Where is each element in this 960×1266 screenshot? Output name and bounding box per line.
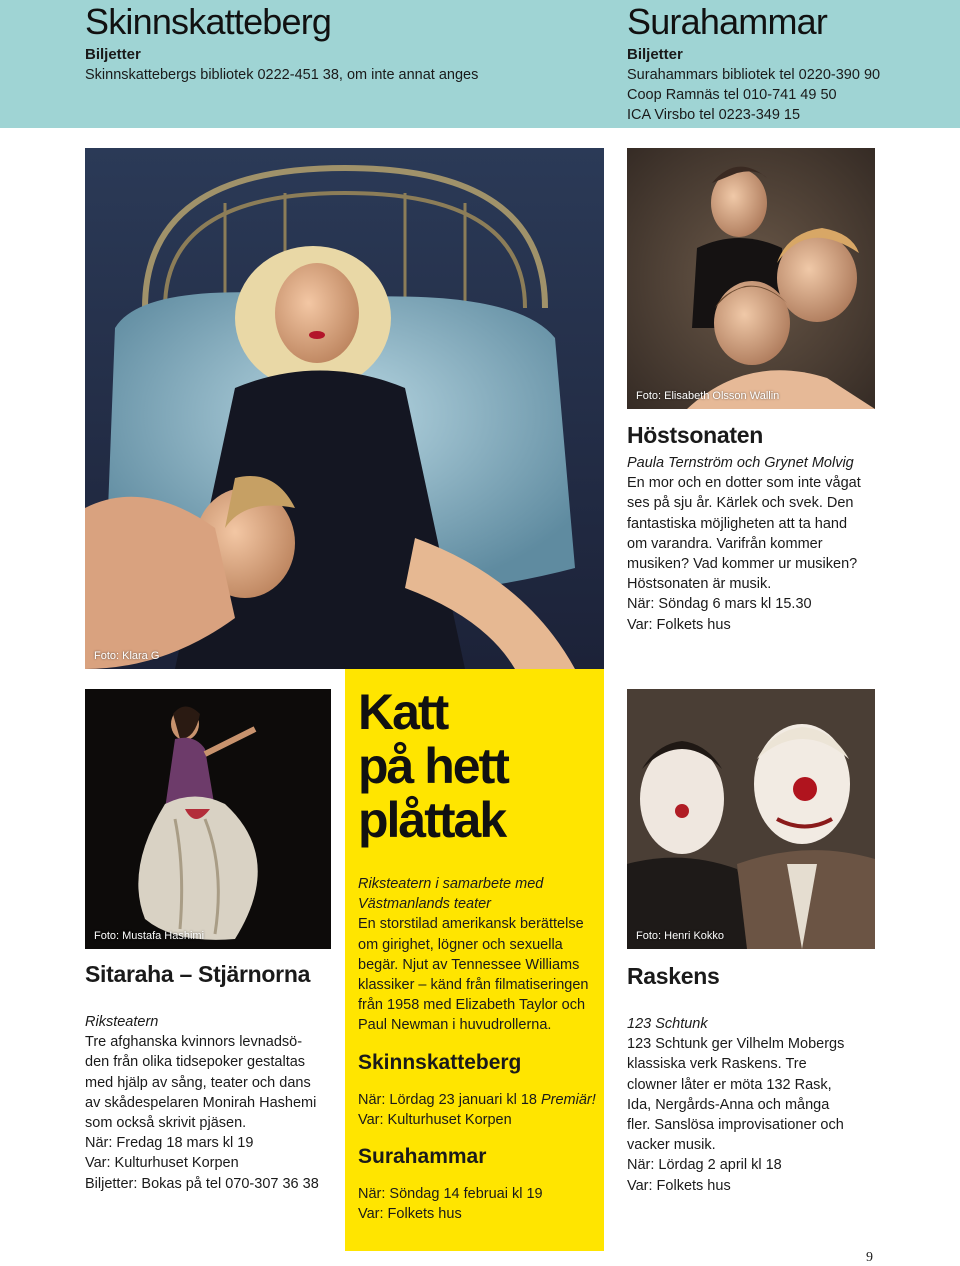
- article-line: klassiska verk Raskens. Tre: [627, 1056, 807, 1073]
- header-skinnskatteberg: [85, 2, 478, 85]
- feature-text: [358, 874, 603, 1224]
- header-title: Skinnskatteberg: [85, 1, 332, 42]
- hostsonaten-photo: [627, 148, 875, 409]
- article-line: Ida, Nergårds-Anna och många: [627, 1096, 830, 1113]
- article-title: Höstsonaten: [627, 422, 763, 448]
- tickets-label: Biljetter: [627, 46, 683, 63]
- article-line: clowner låter er möta 132 Rask,: [627, 1076, 832, 1093]
- article-producer: 123 Schtunk: [627, 1016, 708, 1032]
- article-line: Tre afghanska kvinnors levnadsö-: [85, 1034, 303, 1051]
- article-line: fantastiska möjligheten att ta hand: [627, 515, 848, 532]
- feature-title-line: Katt: [358, 684, 448, 740]
- premiere-badge: Premiär!: [540, 1091, 596, 1108]
- feature-title-line: plåttak: [358, 792, 506, 848]
- sitaraha-illustration: [85, 689, 331, 949]
- article-cast: Paula Ternström och Grynet Molvig: [627, 455, 854, 471]
- feature-title-line: på hett: [358, 738, 508, 794]
- event-when: När: Lördag 2 april kl 18: [627, 1157, 782, 1174]
- hostsonaten-illustration: [627, 148, 875, 409]
- ticket-info-line: Skinnskattebergs bibliotek 0222-451 38, om inte annat anges: [85, 67, 479, 83]
- article-title: Raskens: [627, 963, 720, 989]
- ticket-info-line: Coop Ramnäs tel 010-741 49 50: [627, 87, 837, 103]
- article-line: vacker musik.: [627, 1137, 716, 1154]
- event-when: När: Fredag 18 mars kl 19: [85, 1135, 254, 1152]
- sitaraha-photo: [85, 689, 331, 949]
- hostsonaten-article: [627, 421, 887, 635]
- article-line: En mor och en dotter som inte vågat: [627, 475, 861, 492]
- venue-when: När: Söndag 14 februai kl 19: [358, 1186, 543, 1203]
- sitaraha-article: [85, 960, 340, 1194]
- feature-title: [358, 685, 508, 847]
- photo-credit: Foto: Mustafa Hashimi: [94, 930, 205, 942]
- feature-producer: Riksteatern i samarbete med: [358, 876, 544, 892]
- article-producer: Riksteatern: [85, 1014, 159, 1030]
- event-where: Var: Folkets hus: [627, 1177, 731, 1194]
- raskens-illustration: [627, 689, 875, 949]
- event-where: Var: Folkets hus: [627, 616, 731, 633]
- venue-surahammar-title: Surahammar: [358, 1145, 487, 1169]
- event-when: När: Söndag 6 mars kl 15.30: [627, 596, 812, 613]
- article-line: musiken? Vad kommer ur musiken?: [627, 556, 858, 573]
- article-line: ses på sju år. Kärlek och svek. Den: [627, 495, 854, 512]
- article-line: som också skrivit pjäsen.: [85, 1115, 247, 1132]
- feature-line: Paul Newman i huvudrollerna.: [358, 1017, 552, 1034]
- article-line: fler. Sanslösa improvisationer och: [627, 1117, 844, 1134]
- header-banner: [0, 0, 960, 128]
- article-line: av skådespelaren Monirah Hashemi: [85, 1094, 317, 1111]
- photo-credit: Foto: Henri Kokko: [636, 930, 725, 942]
- event-where: Var: Kulturhuset Korpen: [85, 1155, 239, 1172]
- feature-line: klassiker – känd från filmatiseringen: [358, 977, 589, 994]
- feature-line: begär. Njut av Tennessee Williams: [358, 956, 580, 973]
- article-line: 123 Schtunk ger Vilhelm Mobergs: [627, 1036, 845, 1053]
- feature-producer: Västmanlands teater: [358, 896, 491, 913]
- photo-credit: Foto: Klara G: [94, 650, 160, 662]
- katt-feature-box: [345, 669, 604, 1251]
- raskens-article: [627, 962, 887, 1196]
- article-line: om varandra. Varifrån kommer: [627, 535, 823, 552]
- page-number: 9: [866, 1250, 873, 1265]
- raskens-photo: [627, 689, 875, 949]
- article-line: med hjälp av sång, teater och dans: [85, 1074, 311, 1091]
- venue-when-text: När: Lördag 23 januari kl 18: [358, 1091, 541, 1108]
- ticket-info-line: ICA Virsbo tel 0223-349 15: [627, 107, 801, 123]
- photo-credit: Foto: Elisabeth Olsson Wallin: [636, 390, 780, 402]
- header-title: Surahammar: [627, 1, 828, 42]
- main-photo: [85, 148, 604, 669]
- event-tickets: Biljetter: Bokas på tel 070-307 36 38: [85, 1175, 319, 1192]
- venue-when: [358, 1090, 603, 1110]
- header-surahammar: [627, 2, 880, 125]
- article-line: Höstsonaten är musik.: [627, 576, 772, 593]
- article-line: den från olika tidsepoker gestaltas: [85, 1054, 306, 1071]
- tickets-label: Biljetter: [85, 46, 141, 63]
- venue-skinnskatteberg-title: Skinnskatteberg: [358, 1050, 522, 1074]
- ticket-info-line: Surahammars bibliotek tel 0220-390 90: [627, 67, 881, 83]
- venue-where: Var: Folkets hus: [358, 1206, 462, 1223]
- feature-line: från 1958 med Elizabeth Taylor och: [358, 997, 586, 1014]
- venue-where: Var: Kulturhuset Korpen: [358, 1111, 512, 1128]
- feature-line: om girighet, lögner och sexuella: [358, 936, 563, 953]
- article-title: Sitaraha – Stjärnorna: [85, 961, 311, 987]
- main-photo-illustration: [85, 148, 604, 669]
- feature-line: En storstilad amerikansk berättelse: [358, 916, 584, 933]
